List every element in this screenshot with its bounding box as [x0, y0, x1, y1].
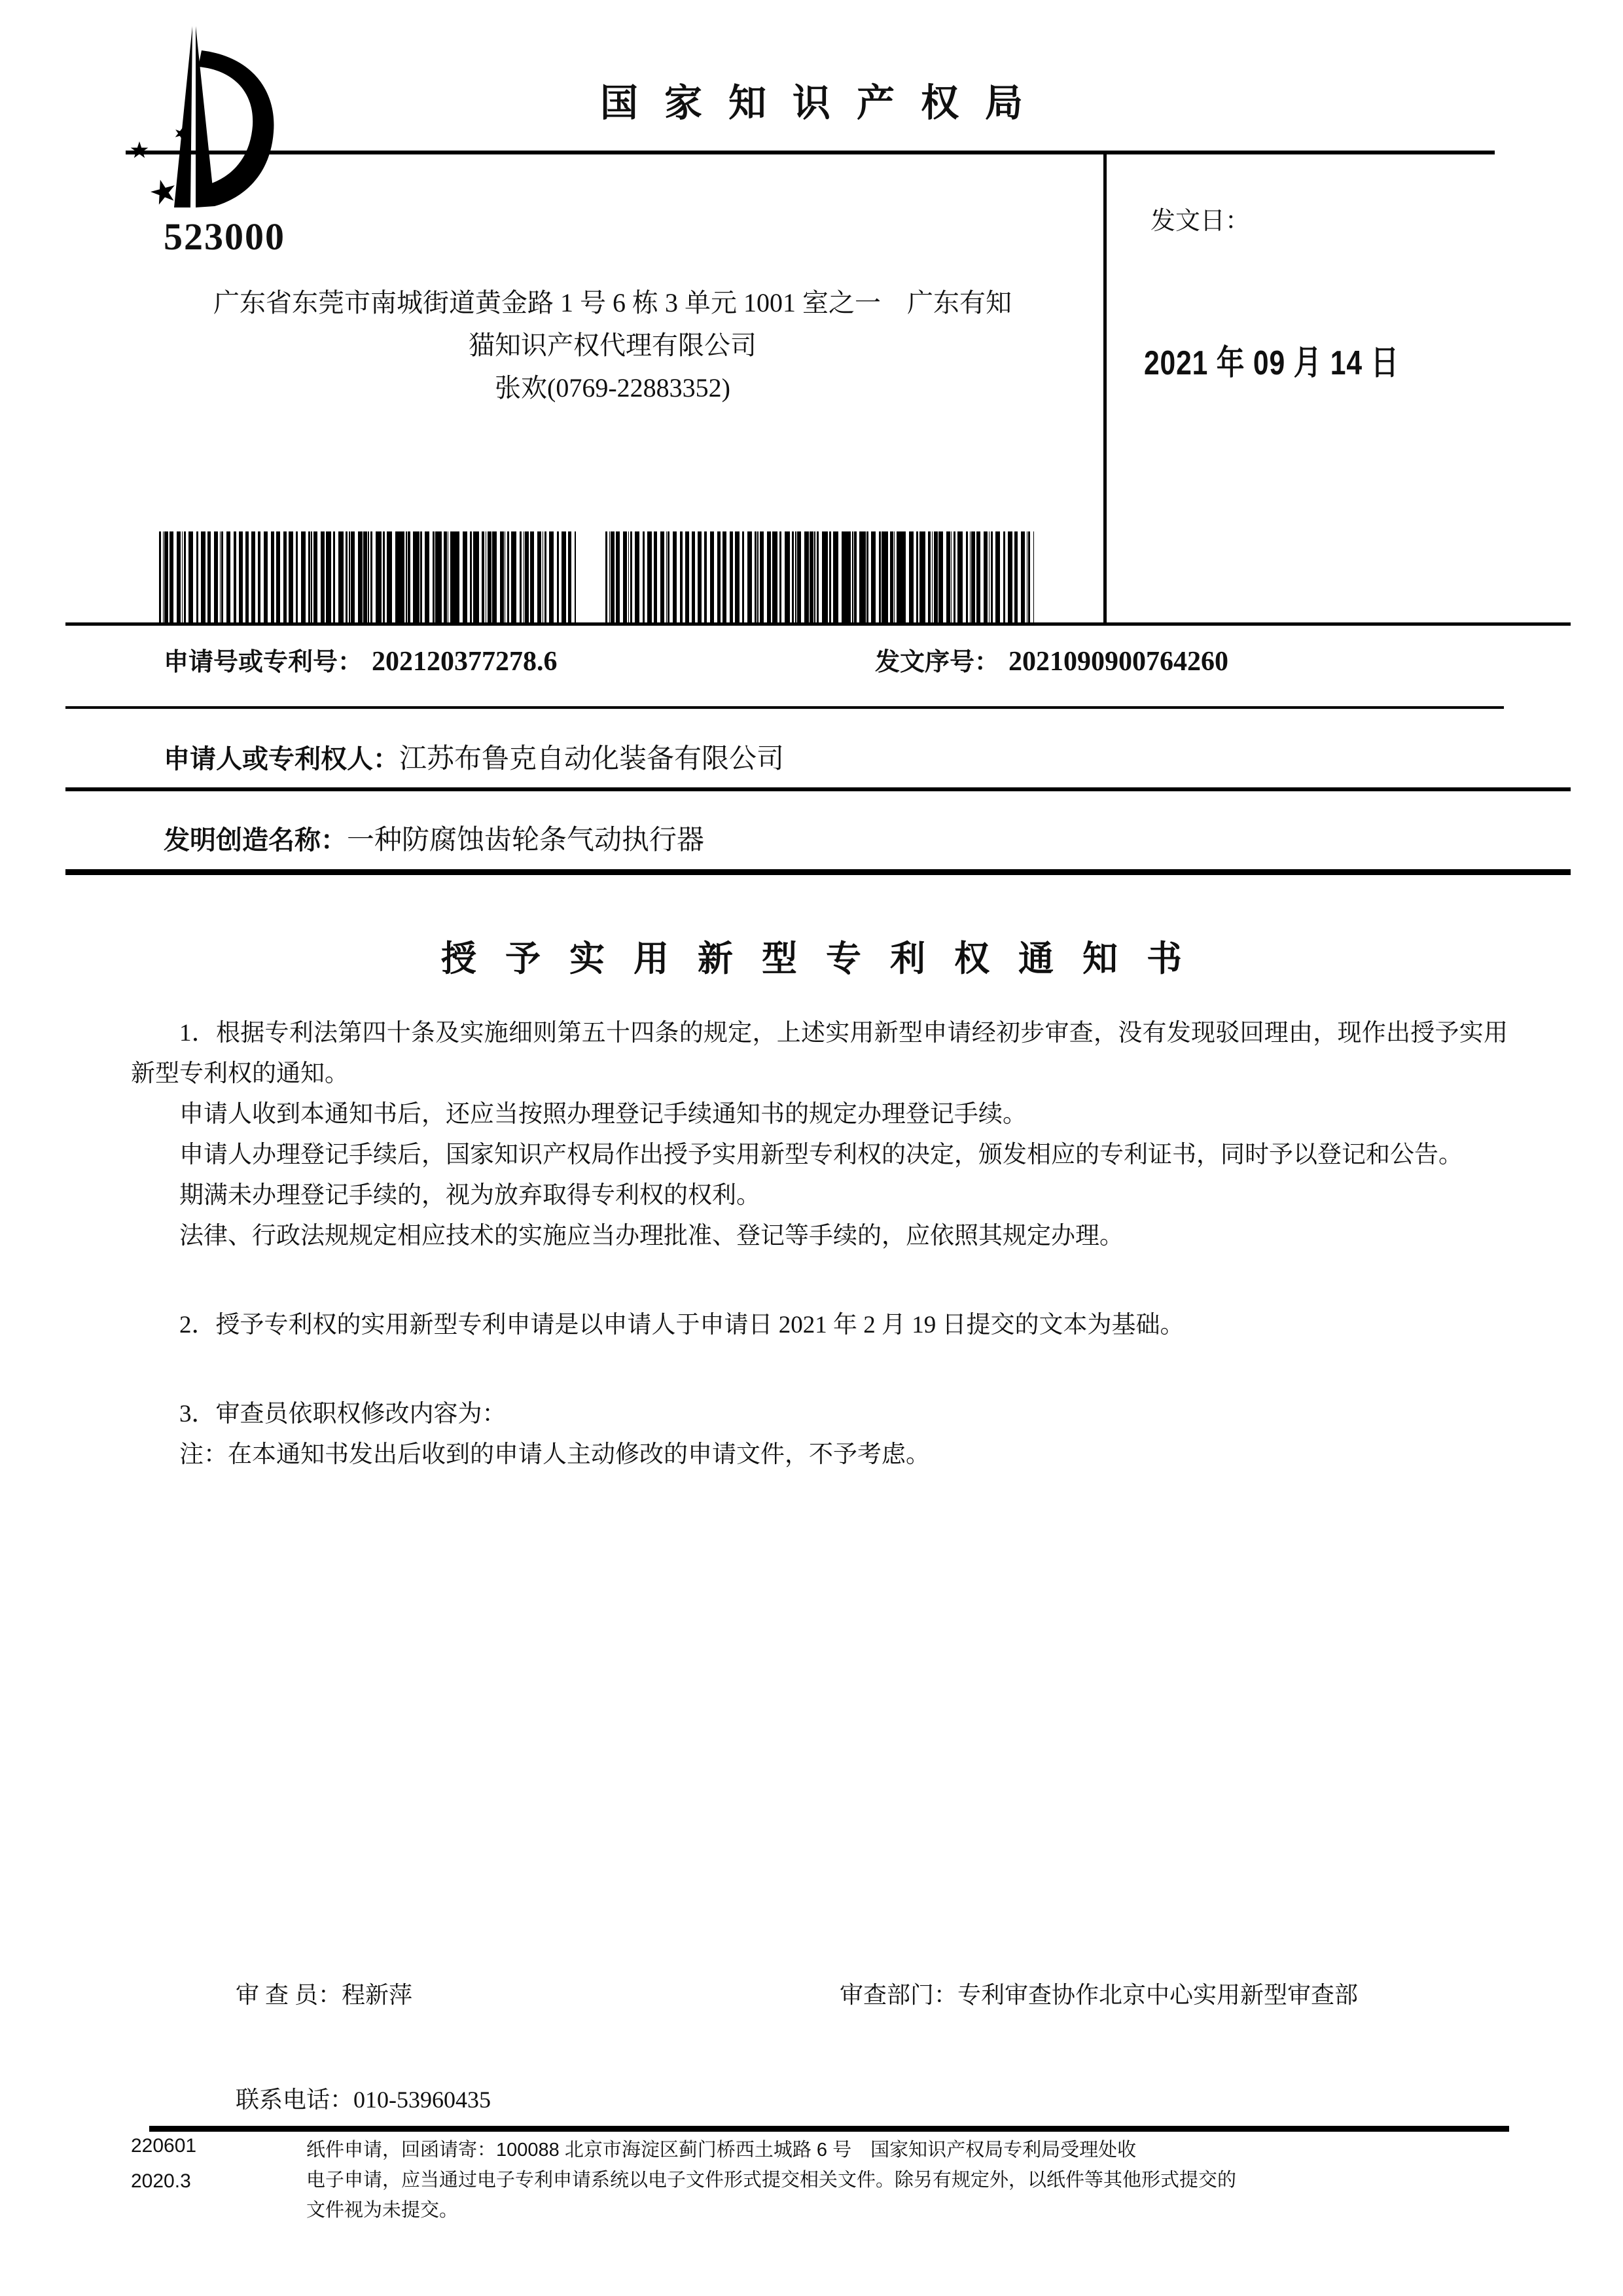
row-divider: [65, 787, 1571, 791]
form-version: 2020.3: [131, 2170, 191, 2192]
examiner-name: 程新萍: [342, 1982, 413, 2008]
agency-title: 国家知识产权局: [599, 82, 1049, 124]
notice-paragraph-7: 3．审查员依职权修改内容为：: [179, 1401, 507, 1427]
application-number-value: 202120377278.6: [372, 647, 558, 677]
notice-paragraph-5: 法律、行政法规规定相应技术的实施应当办理批准、登记等手续的，应依照其规定办理。: [179, 1223, 1124, 1249]
recipient-contact: 张欢(0769-22883352): [495, 373, 730, 403]
footer-note-line-1: 纸件申请，回函请寄：100088 北京市海淀区蓟门桥西土城路 6 号 国家知识产权局专利局受理处收: [306, 2140, 1137, 2161]
notice-paragraph-1: 1．根据专利法第四十条及实施细则第五十四条的规定，上述实用新型申请经初步审查，没有发现驳回理由，现作出授予实用新型专利权的通知。: [131, 1020, 1508, 1087]
application-number-label: 申请号或专利号：: [164, 649, 363, 676]
recipient-address: [156, 281, 1069, 409]
address-line-2: 猫知识产权代理有限公司: [469, 331, 757, 360]
department-name: 专利审查协作北京中心实用新型审查部: [957, 1982, 1359, 2008]
contact-phone-label: 联系电话：: [236, 2087, 354, 2113]
issue-date-stamp: 2021 年 09 月 14 日: [1144, 344, 1399, 382]
footer-note-line-3: 文件视为未提交。: [306, 2200, 459, 2221]
department-field: [840, 1977, 1358, 2010]
header-divider: [126, 151, 1495, 154]
application-number-field: [164, 641, 558, 677]
row-divider-thick: [65, 869, 1571, 875]
row-divider: [65, 622, 1571, 626]
notice-title: 授予实用新型专利权通知书: [441, 939, 1211, 978]
examiner-field: [236, 1977, 412, 2010]
address-line-1: 广东省东莞市南城街道黄金路 1 号 6 栋 3 单元 1001 室之一 广东有知: [213, 288, 1012, 317]
applicant-value: 江苏布鲁克自动化装备有限公司: [399, 744, 785, 774]
barcode-icon-right: [605, 531, 1034, 624]
notice-paragraph-3: 申请人办理登记手续后，国家知识产权局作出授予实用新型专利权的决定，颁发相应的专利证书，同时予以登记和公告。: [179, 1141, 1463, 1168]
footer-note-line-2: 电子申请，应当通过电子专利申请系统以电子文件形式提交相关文件。除另有规定外，以纸件等其他形式提交的: [306, 2170, 1237, 2191]
examiner-label: 审 查 员：: [236, 1982, 342, 2008]
star-icon: [148, 177, 178, 206]
serial-number-label: 发文序号：: [875, 649, 1000, 676]
invention-title-field: [164, 818, 704, 857]
invention-title-label: 发明创造名称：: [164, 826, 347, 855]
notice-paragraph-2: 申请人收到本通知书后，还应当按照办理登记手续通知书的规定办理登记手续。: [179, 1101, 1027, 1128]
postal-code: 523000: [164, 215, 285, 258]
contact-phone-value: 010-53960435: [353, 2087, 491, 2113]
department-label: 审查部门：: [840, 1982, 958, 2008]
serial-number-value: 2021090900764260: [1008, 647, 1229, 677]
serial-number-field: [875, 641, 1228, 677]
issue-date-label: 发文日：: [1150, 207, 1251, 235]
footer-divider: [149, 2126, 1509, 2132]
applicant-field: [164, 737, 784, 776]
header-vertical-divider: [1103, 152, 1107, 625]
contact-phone-field: [236, 2081, 491, 2115]
star-icon: [131, 141, 149, 158]
form-code: 220601: [131, 2135, 197, 2157]
notice-paragraph-6: 2．授予专利权的实用新型专利申请是以申请人于申请日 2021 年 2 月 19 日提交的文本为基础。: [179, 1312, 1185, 1338]
notice-paragraph-8: 注：在本通知书发出后收到的申请人主动修改的申请文件，不予考虑。: [179, 1441, 930, 1468]
notice-body: [131, 1013, 1508, 1475]
notice-paragraph-4: 期满未办理登记手续的，视为放弃取得专利权的权利。: [179, 1182, 760, 1209]
invention-title-value: 一种防腐蚀齿轮条气动执行器: [347, 825, 705, 855]
applicant-label: 申请人或专利权人：: [164, 745, 399, 774]
row-divider: [65, 706, 1504, 709]
barcode-icon-left: [159, 531, 576, 624]
footer-notes: [306, 2135, 1556, 2225]
